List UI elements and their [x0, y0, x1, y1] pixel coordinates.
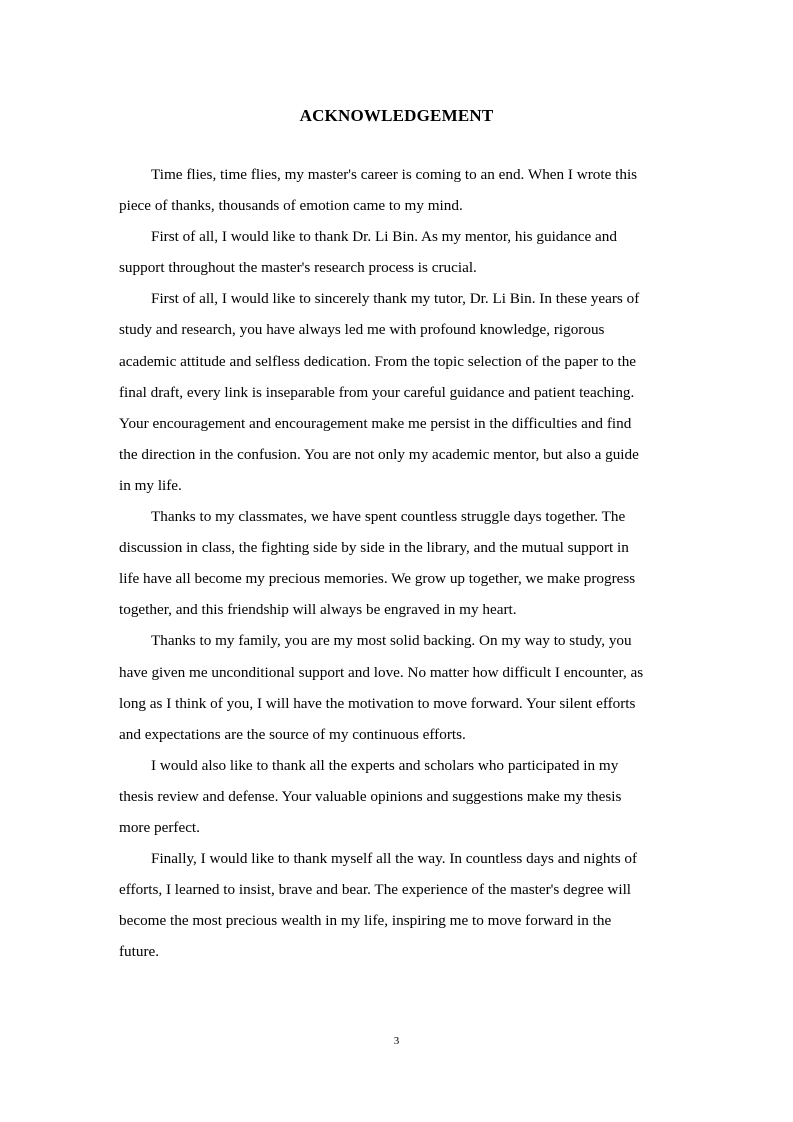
- paragraph-line: become the most precious wealth in my life, inspiring me to move forward in the: [119, 912, 612, 930]
- paragraph-line: First of all, I would like to sincerely thank my tutor, Dr. Li Bin. In these years of: [151, 290, 640, 308]
- paragraph-line: study and research, you have always led me with profound knowledge, rigorous: [119, 321, 605, 339]
- paragraph-line: thesis review and defense. Your valuable opinions and suggestions make my thesis: [119, 787, 622, 805]
- paragraph-line: I would also like to thank all the experts and scholars who participated in my: [151, 756, 619, 774]
- document-body: [119, 159, 667, 967]
- paragraph-line: more perfect.: [119, 818, 200, 836]
- paragraph-line: Your encouragement and encouragement make me persist in the difficulties and find: [119, 414, 632, 432]
- page-title: ACKNOWLEDGEMENT: [299, 106, 494, 125]
- paragraph: [119, 221, 667, 283]
- paragraph-line: Thanks to my family, you are my most solid backing. On my way to study, you: [151, 632, 632, 650]
- paragraph-line: piece of thanks, thousands of emotion came to my mind.: [119, 197, 463, 215]
- paragraph: [119, 843, 667, 967]
- paragraph-line: in my life.: [119, 476, 182, 494]
- paragraph: [119, 159, 667, 221]
- paragraph-line: and expectations are the source of my continuous efforts.: [119, 725, 466, 743]
- paragraph-line: Finally, I would like to thank myself all the way. In countless days and nights of: [151, 850, 638, 868]
- paragraph-line: long as I think of you, I will have the motivation to move forward. Your silent efforts: [119, 694, 636, 712]
- page-number: 3: [393, 1035, 400, 1047]
- paragraph-line: life have all become my precious memories. We grow up together, we make progress: [119, 570, 636, 588]
- paragraph: [119, 283, 667, 501]
- paragraph-line: First of all, I would like to thank Dr. Li Bin. As my mentor, his guidance and: [151, 228, 617, 246]
- paragraph-line: discussion in class, the fighting side by side in the library, and the mutual support in: [119, 539, 629, 557]
- paragraph-line: the direction in the confusion. You are not only my academic mentor, but also a guide: [119, 445, 639, 463]
- paragraph-line: efforts, I learned to insist, brave and bear. The experience of the master's degree will: [119, 881, 632, 899]
- paragraph-line: Thanks to my classmates, we have spent countless struggle days together. The: [151, 508, 626, 526]
- paragraph-line: have given me unconditional support and love. No matter how difficult I encounter, as: [119, 663, 644, 681]
- paragraph-line: Time flies, time flies, my master's career is coming to an end. When I wrote this: [151, 166, 638, 183]
- paragraph-line: academic attitude and selfless dedication. From the topic selection of the paper to the: [119, 352, 637, 370]
- paragraph: [119, 501, 667, 625]
- paragraph-line: together, and this friendship will always be engraved in my heart.: [119, 601, 517, 619]
- paragraph: [119, 750, 667, 843]
- paragraph-line: final draft, every link is inseparable from your careful guidance and patient teaching.: [119, 383, 635, 401]
- paragraph-line: support throughout the master's research process is crucial.: [119, 259, 477, 277]
- paragraph: [119, 625, 667, 749]
- paragraph-line: future.: [119, 943, 160, 961]
